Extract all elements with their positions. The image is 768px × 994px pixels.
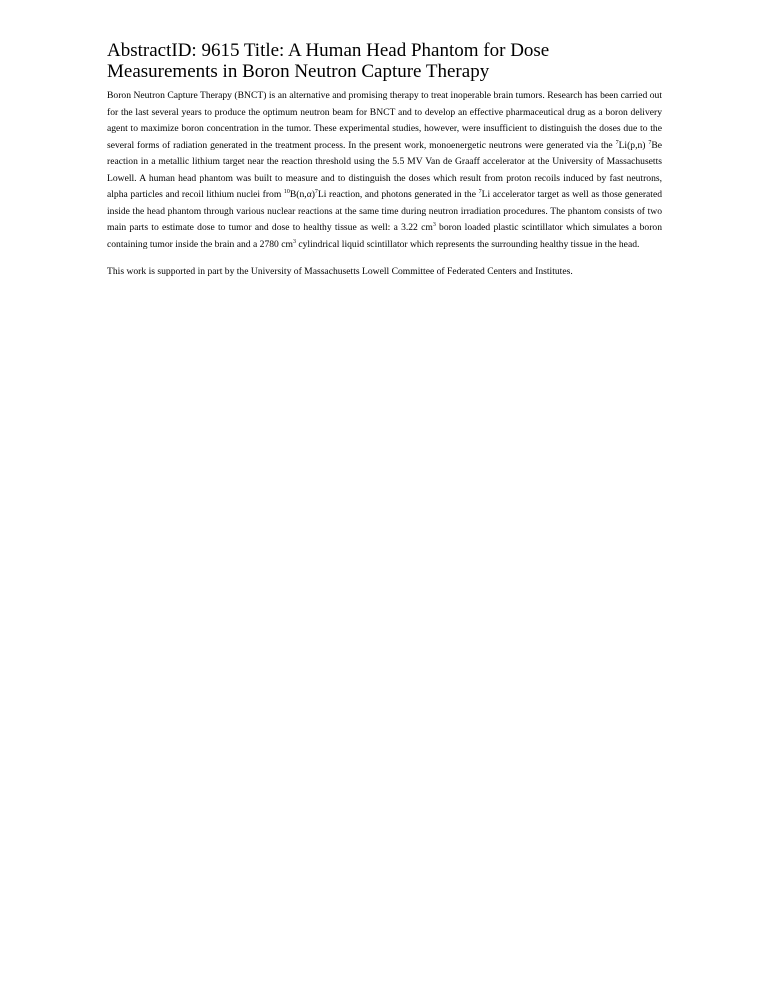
abstract-text-4: B(n,α)	[289, 189, 315, 200]
abstract-text-1: Boron Neutron Capture Therapy (BNCT) is an alternative and promising therapy to treat inoperable brain tumors. Research has been carried out for the last several years to produce the optimum neutron beam for BNCT and to develop an effective pharmaceutical drug as a boron delivery agent to maximize boron concentration in the tumor. These experimental studies, however, were insufficient to distinguish the doses due to the several forms of radiation generated in the treatment process. In the present work, monoenergetic neutrons were generated via the	[107, 90, 662, 151]
document-title: AbstractID: 9615 Title: A Human Head Phantom for Dose Measurements in Boron Neutron Capture Therapy	[107, 40, 550, 82]
superscript-li7: 7	[615, 139, 619, 146]
superscript-cm3: 3	[432, 221, 436, 228]
abstract-text-8: cylindrical liquid scintillator which represents the surrounding healthy tissue in the head.	[295, 238, 640, 250]
superscript-li7: 7	[478, 188, 482, 195]
superscript-li7: 7	[314, 188, 318, 195]
abstract-text-2: Li(p,n)	[618, 139, 649, 151]
abstract-text-7: boron loaded plastic scintillator which simulates a boron containing tumor inside the brain and a 2780 cm	[107, 222, 662, 250]
abstract-paragraph	[107, 88, 662, 253]
abstract-text-6: Li accelerator target as well as those generated inside the head phantom through various nuclear reactions at the same time during neutron irradiation procedures. The phantom consists of two main parts to estimate dose to tumor and dose to healthy tissue as well: a 3.22 cm	[107, 189, 662, 233]
support-note: This work is supported in part by the University of Massachusetts Lowell Committee of Federated Centers and Institutes.	[107, 266, 573, 277]
abstract-text-3: Be reaction in a metallic lithium target near the reaction threshold using the 5.5 MV Van de Graaff accelerator at the University of Massachusetts Lowell. A human head phantom was built to measure and to distinguish the doses which result from proton recoils induced by fast neutrons, alpha particles and recoil lithium nuclei from	[107, 139, 662, 200]
abstract-text-5: Li reaction, and photons generated in the	[317, 189, 479, 200]
superscript-be7: 7	[648, 139, 652, 146]
document-page	[107, 40, 662, 279]
superscript-b10: 10	[283, 188, 290, 195]
superscript-cm3: 3	[292, 238, 296, 245]
